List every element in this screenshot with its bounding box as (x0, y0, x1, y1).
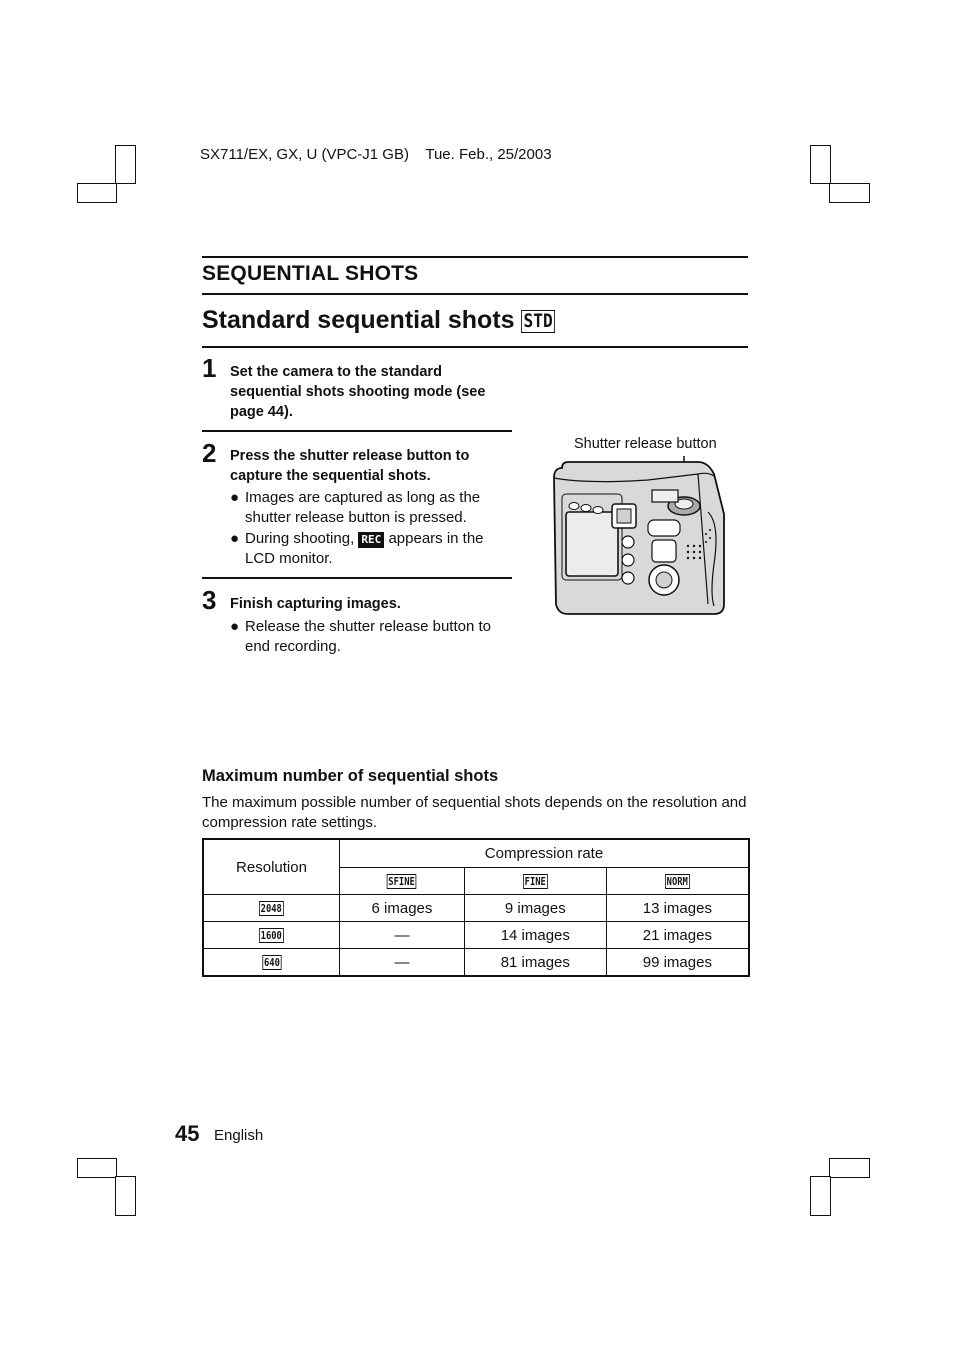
table-cell: 6 images (340, 895, 465, 922)
step-3-instruction: Finish capturing images. (230, 596, 401, 612)
table-cell: 81 images (464, 949, 606, 977)
step-2-number: 2 (202, 438, 217, 468)
bullet-dot: ● (230, 489, 240, 506)
compression-header: Compression rate (340, 839, 750, 868)
step-1-instruction: Set the camera to the standard sequential shots shooting mode (see page 44). (230, 364, 486, 420)
page-number: 45 (175, 1121, 200, 1146)
bullet-text: Release the shutter release button to end recording. (245, 618, 491, 655)
table-cell: 9 images (464, 895, 606, 922)
resolution-1600-icon: 1600 (260, 929, 283, 943)
sequential-shots-table (202, 838, 750, 977)
step-1-number: 1 (202, 353, 217, 383)
resolution-cell (203, 922, 340, 949)
compression-col-norm (606, 868, 749, 895)
step-3-bullet-1 (230, 617, 510, 657)
bullet-text: Images are captured as long as the shutter release button is pressed. (245, 489, 481, 526)
table-cell: — (340, 922, 465, 949)
rec-icon: REC (358, 532, 384, 548)
section-rule-top (202, 256, 748, 258)
model-line: SX711/EX, GX, U (VPC-J1 GB) (200, 146, 409, 163)
page-title-text: Standard sequential shots (202, 306, 515, 334)
document-header (200, 146, 552, 163)
std-mode-icon: STD (521, 310, 555, 333)
table-cell: 14 images (464, 922, 606, 949)
crop-mark-top-left-h (77, 183, 117, 203)
norm-icon: NORM (666, 875, 688, 889)
table-cell: — (340, 949, 465, 977)
lcd-screen (566, 512, 618, 576)
resolution-2048-icon: 2048 (260, 902, 283, 916)
table-row (203, 895, 749, 922)
table-header-row (203, 839, 749, 868)
max-section-title: Maximum number of sequential shots (202, 767, 499, 785)
section-rule-bottom (202, 293, 748, 295)
page-title (202, 306, 561, 335)
crop-mark-bottom-left-v (115, 1176, 136, 1216)
compression-col-sfine (340, 868, 465, 895)
table-row (203, 949, 749, 977)
max-section-description: The maximum possible number of sequential shots depends on the resolution and compression rate settings. (202, 794, 747, 831)
table-cell: 13 images (606, 895, 749, 922)
table-cell: 99 images (606, 949, 749, 977)
crop-mark-top-left-v (115, 145, 136, 184)
crop-mark-top-right-h (829, 183, 870, 203)
crop-mark-bottom-right-v (810, 1176, 831, 1216)
fine-icon: FINE (524, 875, 546, 889)
crop-mark-top-right-v (810, 145, 831, 184)
compression-col-fine (464, 868, 606, 895)
bullet-dot: ● (230, 618, 240, 635)
step-divider-2 (202, 577, 512, 579)
bullet-text-after: appears in the LCD monitor. (245, 530, 484, 567)
step-divider-1 (202, 430, 512, 432)
crop-mark-bottom-right-h (829, 1158, 870, 1178)
header-date: Tue. Feb., 25/2003 (425, 146, 552, 163)
bullet-text-before: During shooting, (245, 530, 355, 547)
crop-mark-bottom-left-h (77, 1158, 117, 1178)
step-2-bullet-2 (230, 529, 510, 569)
step-3-number: 3 (202, 585, 217, 615)
resolution-header: Resolution (203, 839, 340, 895)
table-cell: 21 images (606, 922, 749, 949)
step-2-instruction: Press the shutter release button to capture the sequential shots. (230, 448, 470, 484)
sfine-icon: SFINE (388, 875, 416, 889)
page-language: English (214, 1127, 264, 1144)
resolution-cell (203, 895, 340, 922)
section-title: SEQUENTIAL SHOTS (202, 262, 419, 285)
bullet-dot: ● (230, 530, 240, 547)
camera-illustration (548, 454, 733, 624)
resolution-cell (203, 949, 340, 977)
step-2-bullet-1 (230, 488, 510, 528)
shutter-release-label: Shutter release button (574, 436, 717, 452)
table-row (203, 922, 749, 949)
resolution-640-icon: 640 (263, 956, 280, 970)
title-rule (202, 346, 748, 348)
